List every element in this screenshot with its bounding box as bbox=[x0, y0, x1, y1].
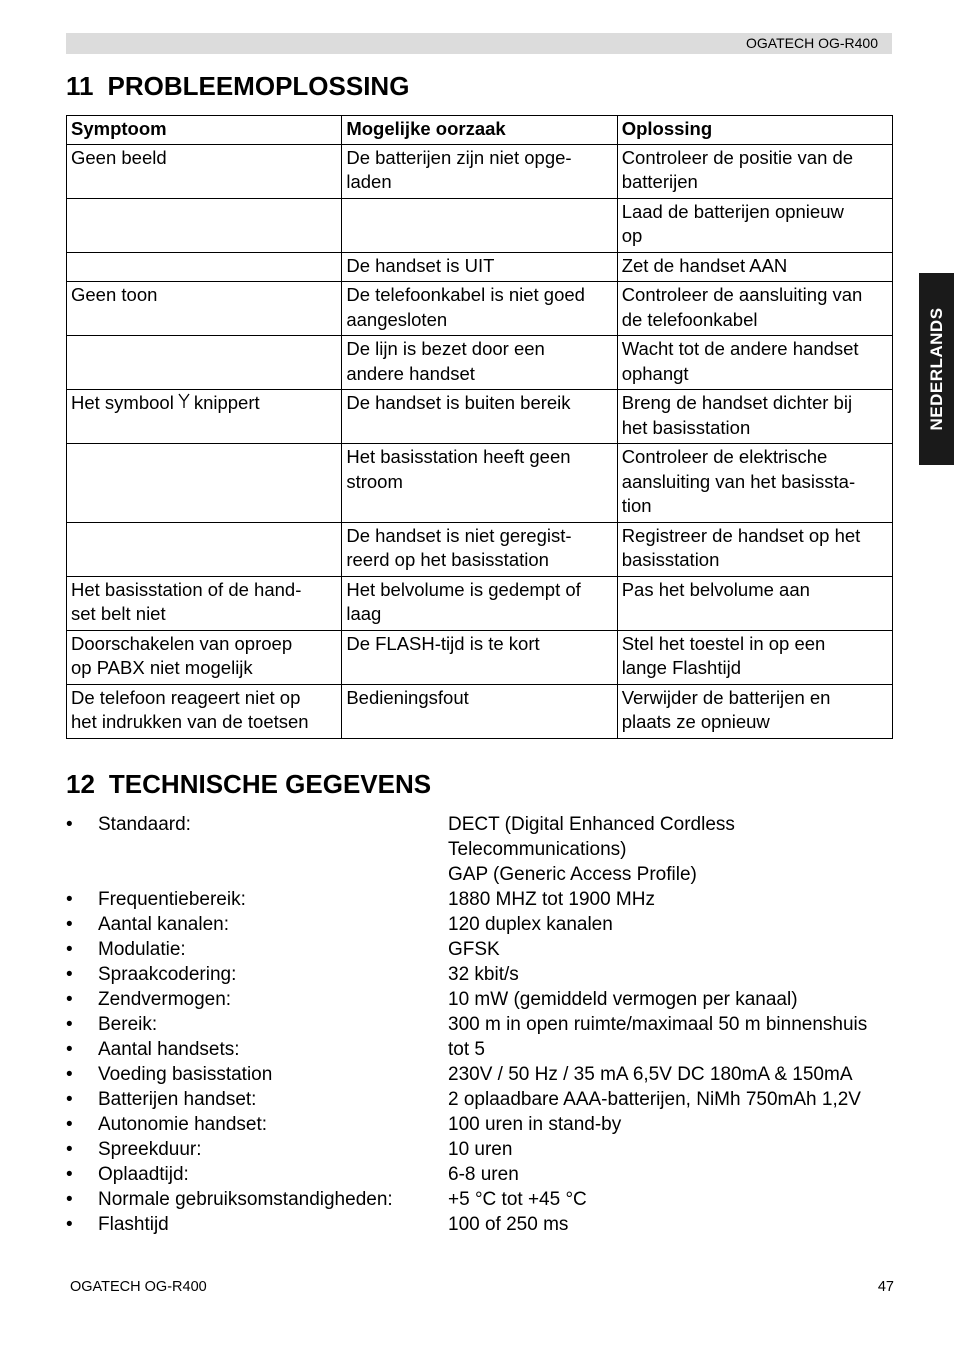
symptom-cell bbox=[67, 522, 342, 576]
symptom-cell: Het basisstation of de hand- set belt niet bbox=[67, 576, 342, 630]
spec-value: 300 m in open ruimte/maximaal 50 m binnenshuis bbox=[448, 1014, 868, 1035]
spec-values bbox=[448, 1037, 896, 1062]
symptom-cell bbox=[67, 252, 342, 282]
bullet: • bbox=[66, 989, 73, 1010]
section-number: 12 bbox=[66, 769, 95, 799]
bullet: • bbox=[66, 1164, 73, 1185]
symptom-cell bbox=[67, 390, 342, 444]
bullet: • bbox=[66, 914, 73, 935]
bullet: • bbox=[66, 1014, 73, 1035]
bullet: • bbox=[66, 1089, 73, 1110]
spec-value: 10 mW (gemiddeld vermogen per kanaal) bbox=[448, 989, 798, 1010]
antenna-icon bbox=[178, 392, 190, 417]
symbol-text-after: knippert bbox=[193, 392, 260, 413]
section-number: 11 bbox=[66, 71, 94, 101]
table-row bbox=[67, 390, 893, 444]
spec-label: Autonomie handset: bbox=[98, 1114, 268, 1135]
bullet: • bbox=[66, 964, 73, 985]
spec-item bbox=[66, 1212, 896, 1237]
spec-value: GFSK bbox=[448, 939, 500, 960]
solution-cell: Controleer de aansluiting van de telefoonkabel bbox=[617, 282, 892, 336]
spec-value: DECT (Digital Enhanced Cordless bbox=[448, 814, 735, 835]
spec-values bbox=[448, 1012, 896, 1037]
cause-cell: De telefoonkabel is niet goed aangesloten bbox=[342, 282, 617, 336]
bullet: • bbox=[66, 889, 73, 910]
symbol-text-before: Het symbool bbox=[71, 392, 174, 413]
spec-values bbox=[448, 987, 896, 1012]
spec-item bbox=[66, 1012, 896, 1037]
symptom-cell bbox=[67, 336, 342, 390]
section-12-heading bbox=[66, 769, 431, 800]
spec-label: Voeding basisstation bbox=[98, 1064, 273, 1085]
spec-label: Zendvermogen: bbox=[98, 989, 232, 1010]
spec-value: 2 oplaadbare AAA-batterijen, NiMh 750mAh 1,2V bbox=[448, 1089, 861, 1110]
spec-label: Flashtijd bbox=[98, 1214, 169, 1235]
spec-label: Bereik: bbox=[98, 1014, 158, 1035]
table-row bbox=[67, 576, 893, 630]
spec-values bbox=[448, 1062, 896, 1087]
spec-values bbox=[448, 1087, 896, 1112]
spec-value: GAP (Generic Access Profile) bbox=[448, 864, 697, 885]
table-body bbox=[67, 144, 893, 738]
spec-item bbox=[66, 1062, 896, 1087]
page-number: 47 bbox=[877, 1279, 894, 1295]
cause-cell: Het belvolume is gedempt of laag bbox=[342, 576, 617, 630]
spec-value: 10 uren bbox=[448, 1139, 513, 1160]
table-row bbox=[67, 684, 893, 738]
bullet: • bbox=[66, 939, 73, 960]
spec-values bbox=[448, 912, 896, 937]
spec-values bbox=[448, 812, 896, 887]
symptom-cell bbox=[67, 444, 342, 523]
cause-cell: De FLASH-tijd is te kort bbox=[342, 630, 617, 684]
cause-cell: De handset is niet geregist- reerd op het basisstation bbox=[342, 522, 617, 576]
spec-values bbox=[448, 937, 896, 962]
table-row bbox=[67, 252, 893, 282]
spec-values bbox=[448, 962, 896, 987]
bullet: • bbox=[66, 1139, 73, 1160]
language-tab bbox=[919, 273, 954, 465]
spec-item bbox=[66, 1187, 896, 1212]
cause-cell bbox=[342, 198, 617, 252]
spec-values bbox=[448, 1112, 896, 1137]
header-title: OGATECH OG-R400 bbox=[746, 35, 878, 51]
cause-cell: De lijn is bezet door een andere handset bbox=[342, 336, 617, 390]
specifications-list bbox=[66, 812, 896, 1237]
symptom-cell: De telefoon reageert niet op het indrukken van de toetsen bbox=[67, 684, 342, 738]
solution-cell: Registreer de handset op het basisstation bbox=[617, 522, 892, 576]
table-row bbox=[67, 336, 893, 390]
cause-cell: De batterijen zijn niet opge- laden bbox=[342, 144, 617, 198]
column-header-symptom: Symptoom bbox=[67, 116, 342, 145]
spec-item bbox=[66, 1087, 896, 1112]
table-header-row bbox=[67, 116, 893, 145]
spec-item bbox=[66, 1112, 896, 1137]
symptom-cell: Geen beeld bbox=[67, 144, 342, 198]
spec-item bbox=[66, 937, 896, 962]
spec-values bbox=[448, 1137, 896, 1162]
table-row bbox=[67, 522, 893, 576]
spec-value: 100 uren in stand-by bbox=[448, 1114, 622, 1135]
spec-label: Modulatie: bbox=[98, 939, 186, 960]
spec-value: 120 duplex kanalen bbox=[448, 914, 613, 935]
spec-item bbox=[66, 1037, 896, 1062]
spec-values bbox=[448, 1187, 896, 1212]
spec-label: Aantal handsets: bbox=[98, 1039, 240, 1060]
spec-item bbox=[66, 1137, 896, 1162]
table-row bbox=[67, 282, 893, 336]
spec-label: Spreekduur: bbox=[98, 1139, 202, 1160]
spec-label: Spraakcodering: bbox=[98, 964, 237, 985]
header-bar bbox=[66, 33, 892, 54]
spec-label: Normale gebruiksomstandigheden: bbox=[98, 1189, 393, 1210]
cause-cell: De handset is buiten bereik bbox=[342, 390, 617, 444]
spec-label: Oplaadtijd: bbox=[98, 1164, 189, 1185]
solution-cell: Stel het toestel in op een lange Flashtijd bbox=[617, 630, 892, 684]
cause-cell: Het basisstation heeft geen stroom bbox=[342, 444, 617, 523]
spec-item bbox=[66, 812, 896, 887]
spec-item bbox=[66, 1162, 896, 1187]
table-row bbox=[67, 144, 893, 198]
symptom-cell: Geen toon bbox=[67, 282, 342, 336]
symptom-cell bbox=[67, 198, 342, 252]
bullet: • bbox=[66, 1214, 73, 1235]
table-row bbox=[67, 198, 893, 252]
spec-value: 1880 MHZ tot 1900 MHz bbox=[448, 889, 655, 910]
bullet: • bbox=[66, 814, 73, 835]
spec-value: tot 5 bbox=[448, 1039, 485, 1060]
solution-cell: Wacht tot de andere handset ophangt bbox=[617, 336, 892, 390]
spec-values bbox=[448, 1212, 896, 1237]
solution-cell: Laad de batterijen opnieuw op bbox=[617, 198, 892, 252]
spec-label: Frequentiebereik: bbox=[98, 889, 246, 910]
solution-cell: Breng de handset dichter bij het basisstation bbox=[617, 390, 892, 444]
spec-item bbox=[66, 962, 896, 987]
bullet: • bbox=[66, 1039, 73, 1060]
solution-cell: Pas het belvolume aan bbox=[617, 576, 892, 630]
cause-cell: De handset is UIT bbox=[342, 252, 617, 282]
bullet: • bbox=[66, 1189, 73, 1210]
spec-value: 230V / 50 Hz / 35 mA 6,5V DC 180mA & 150mA bbox=[448, 1064, 853, 1085]
bullet: • bbox=[66, 1064, 73, 1085]
spec-value: +5 °C tot +45 °C bbox=[448, 1189, 587, 1210]
footer-product-name: OGATECH OG-R400 bbox=[70, 1279, 207, 1295]
symptom-cell: Doorschakelen van oproep op PABX niet mogelijk bbox=[67, 630, 342, 684]
section-title: TECHNISCHE GEGEVENS bbox=[108, 769, 432, 799]
spec-values bbox=[448, 887, 896, 912]
spec-value: 32 kbit/s bbox=[448, 964, 519, 985]
language-tab-label: NEDERLANDS bbox=[926, 307, 946, 431]
spec-item bbox=[66, 912, 896, 937]
spec-value: 100 of 250 ms bbox=[448, 1214, 569, 1235]
cause-cell: Bedieningsfout bbox=[342, 684, 617, 738]
spec-label: Batterijen handset: bbox=[98, 1089, 257, 1110]
column-header-solution: Oplossing bbox=[617, 116, 892, 145]
spec-item bbox=[66, 887, 896, 912]
spec-item bbox=[66, 987, 896, 1012]
troubleshooting-table bbox=[66, 115, 893, 739]
column-header-cause: Mogelijke oorzaak bbox=[342, 116, 617, 145]
spec-value: Telecommunications) bbox=[448, 839, 627, 860]
bullet: • bbox=[66, 1114, 73, 1135]
spec-values bbox=[448, 1162, 896, 1187]
solution-cell: Zet de handset AAN bbox=[617, 252, 892, 282]
spec-value: 6-8 uren bbox=[448, 1164, 519, 1185]
spec-label: Aantal kanalen: bbox=[98, 914, 229, 935]
solution-cell: Verwijder de batterijen en plaats ze opnieuw bbox=[617, 684, 892, 738]
spec-label: Standaard: bbox=[98, 814, 191, 835]
section-11-heading bbox=[66, 71, 409, 102]
solution-cell: Controleer de positie van de batterijen bbox=[617, 144, 892, 198]
table-row bbox=[67, 444, 893, 523]
section-title: PROBLEEMOPLOSSING bbox=[107, 71, 410, 101]
table-row bbox=[67, 630, 893, 684]
solution-cell: Controleer de elektrische aansluiting van het basissta- tion bbox=[617, 444, 892, 523]
